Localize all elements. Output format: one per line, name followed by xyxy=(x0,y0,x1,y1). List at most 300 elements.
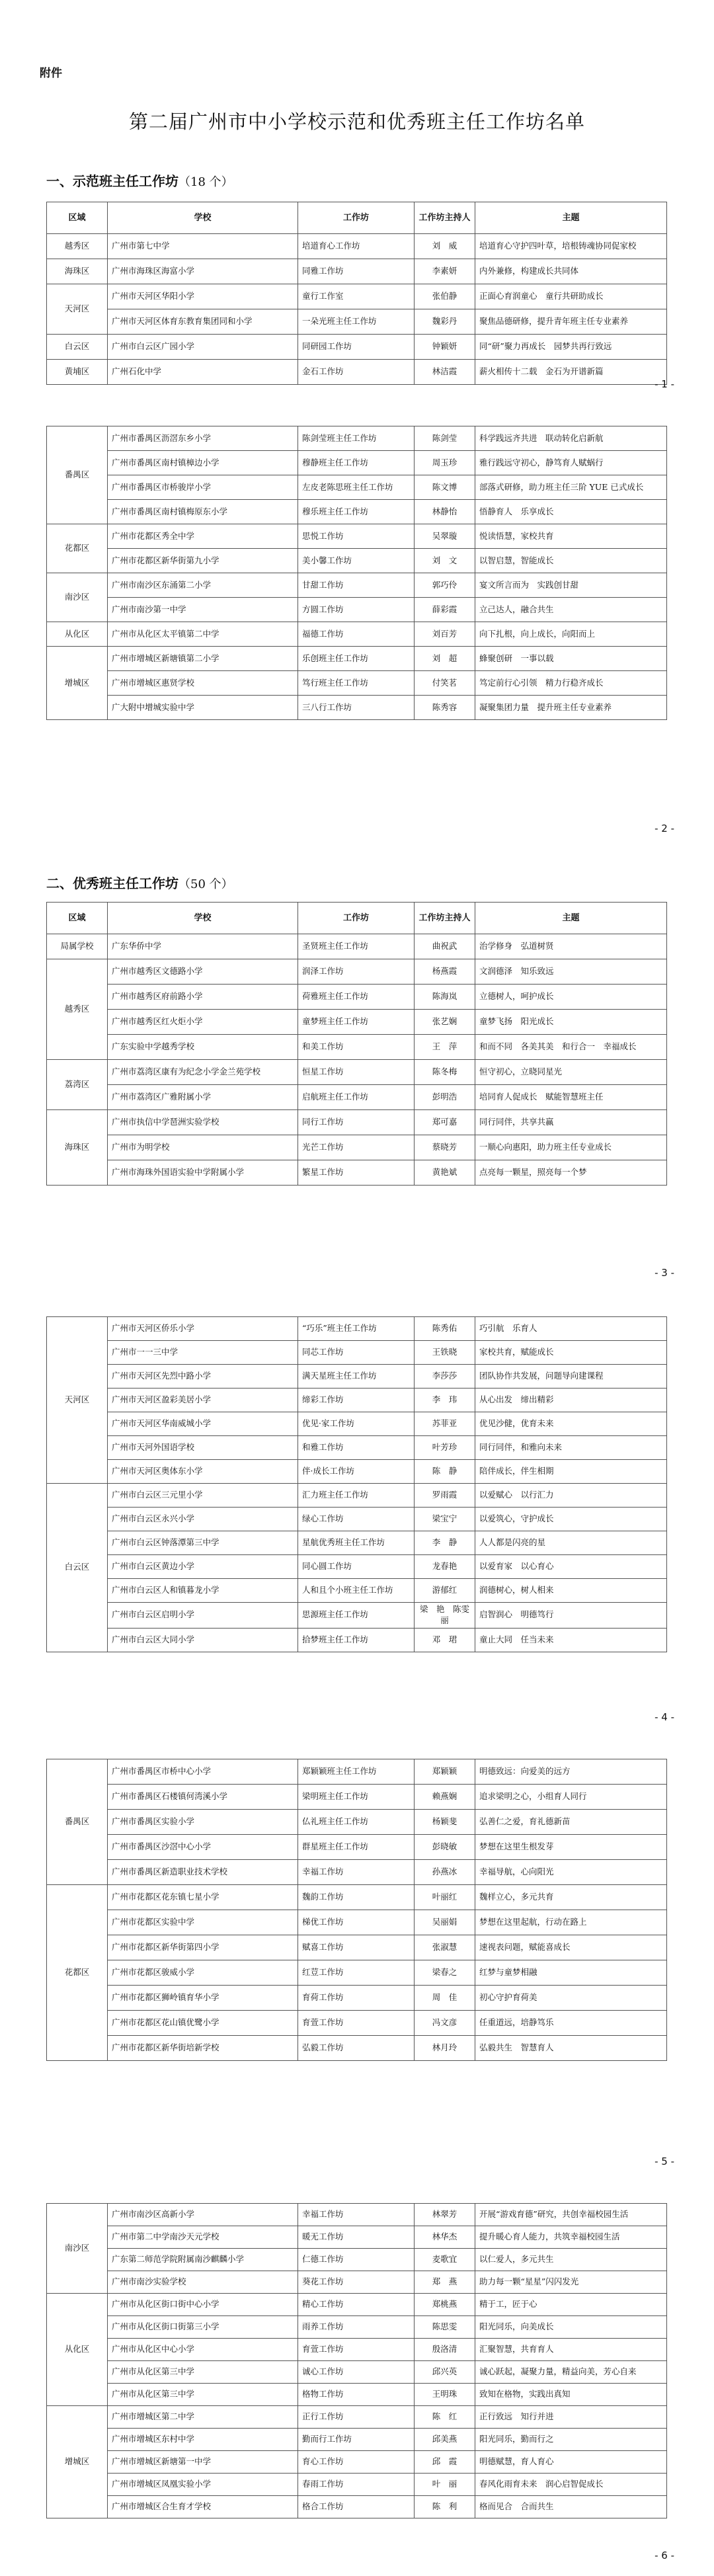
school-cell: 广州市海珠外国语实验中学附属小学 xyxy=(108,1160,298,1186)
workshop-cell: 福德工作坊 xyxy=(298,622,415,647)
workshop-cell: 育萱工作坊 xyxy=(298,2011,415,2036)
area-cell: 南沙区 xyxy=(47,573,108,622)
theme-cell: 精于工，匠于心 xyxy=(475,2294,667,2316)
school-cell: 广州市增城区新塘第一中学 xyxy=(108,2451,298,2474)
workshop-cell: 左皮老陈思班主任工作坊 xyxy=(298,475,415,500)
section-title-excellent xyxy=(46,873,233,892)
school-cell: 广州市番禺区南村镇梅原东小学 xyxy=(108,500,298,524)
host-cell: 叶 丽 xyxy=(415,2474,475,2496)
table-row xyxy=(47,1759,667,1785)
workshop-cell: 同研园工作坊 xyxy=(298,335,415,360)
host-cell: 林静怡 xyxy=(415,500,475,524)
theme-cell: 聚焦品德研修，提升青年班主任专业素养 xyxy=(475,309,667,335)
attachment-label: 附件 xyxy=(40,67,62,80)
theme-cell: 点亮每一颗星，照亮每一个梦 xyxy=(475,1160,667,1186)
host-cell: 张艺娴 xyxy=(415,1010,475,1035)
table-row xyxy=(47,2226,667,2249)
school-cell: 广东第二师范学院附属南沙麒麟小学 xyxy=(108,2249,298,2271)
school-cell: 广州市从化区街口街第三小学 xyxy=(108,2316,298,2339)
school-cell: 广州市花都区秀全中学 xyxy=(108,524,298,549)
school-cell: 广州市天河区华阳小学 xyxy=(108,284,298,309)
table-row xyxy=(47,1010,667,1035)
theme-cell: 部落式研修，助力班主任三阶 YUE 已式成长 xyxy=(475,475,667,500)
host-cell: 林月玲 xyxy=(415,2036,475,2061)
roster-table xyxy=(46,1316,667,1652)
table-row xyxy=(47,309,667,335)
area-cell: 白云区 xyxy=(47,1484,108,1652)
school-cell: 广州市天河区先烈中路小学 xyxy=(108,1365,298,1389)
column-header: 工作坊 xyxy=(298,903,415,934)
table-row xyxy=(47,1341,667,1365)
host-cell: 郑桃燕 xyxy=(415,2294,475,2316)
table-row xyxy=(47,934,667,959)
workshop-cell: 一朵光班主任工作坊 xyxy=(298,309,415,335)
page-1 xyxy=(0,0,714,405)
host-cell: 龙春艳 xyxy=(415,1555,475,1579)
workshop-cell: 育心工作坊 xyxy=(298,2451,415,2474)
theme-cell: 同行同伴，共享共赢 xyxy=(475,1110,667,1135)
table-row xyxy=(47,2271,667,2294)
theme-cell: 同行同伴，和雅向未来 xyxy=(475,1436,667,1460)
area-cell: 从化区 xyxy=(47,622,108,647)
workshop-cell: 同芯工作坊 xyxy=(298,1341,415,1365)
table-row xyxy=(47,2316,667,2339)
workshop-cell: 荷雅班主任工作坊 xyxy=(298,985,415,1010)
theme-cell: 童止大同 任当未来 xyxy=(475,1628,667,1652)
table-row xyxy=(47,2339,667,2361)
theme-cell: 团队协作共发展，问题导向建课程 xyxy=(475,1365,667,1389)
workshop-cell: 梯优工作坊 xyxy=(298,1910,415,1935)
table-row xyxy=(47,451,667,475)
table-row xyxy=(47,1531,667,1555)
school-cell: 广州市天河区体育东教育集团同和小学 xyxy=(108,309,298,335)
school-cell: 广州市天河区侨乐小学 xyxy=(108,1317,298,1341)
theme-cell: 致知在格物，实践出真知 xyxy=(475,2384,667,2406)
school-cell: 广州市白云区广园小学 xyxy=(108,335,298,360)
theme-cell: 任重道远，培静笃乐 xyxy=(475,2011,667,2036)
area-cell: 越秀区 xyxy=(47,959,108,1060)
workshop-cell: 三八行工作坊 xyxy=(298,696,415,720)
table-row xyxy=(47,1785,667,1810)
table-row xyxy=(47,1935,667,1960)
table-row xyxy=(47,1160,667,1186)
theme-cell: 雅行践远守初心，静笃育人赋蜗行 xyxy=(475,451,667,475)
school-cell: 广州市增城区凤凰实验小学 xyxy=(108,2474,298,2496)
host-cell: 张淑慧 xyxy=(415,1935,475,1960)
workshop-cell: 光芒工作坊 xyxy=(298,1135,415,1160)
host-cell: 王铁晓 xyxy=(415,1341,475,1365)
host-cell: 李素妍 xyxy=(415,259,475,284)
school-cell: 广州市为明学校 xyxy=(108,1135,298,1160)
table-row xyxy=(47,1436,667,1460)
theme-cell: 优见沙健，优育未来 xyxy=(475,1412,667,1436)
table-row xyxy=(47,1508,667,1531)
host-cell: 李 静 xyxy=(415,1531,475,1555)
workshop-cell: 穆乐班主任工作坊 xyxy=(298,500,415,524)
theme-cell: 启智润心 明德笃行 xyxy=(475,1603,667,1629)
theme-cell: 阳光同乐，勤而行之 xyxy=(475,2429,667,2451)
school-cell: 广州市白云区永兴小学 xyxy=(108,1508,298,1531)
school-cell: 广州市天河外国语学校 xyxy=(108,1436,298,1460)
school-cell: 广州市白云区三元里小学 xyxy=(108,1484,298,1508)
table-row xyxy=(47,475,667,500)
host-cell: 魏彩丹 xyxy=(415,309,475,335)
workshop-cell: 满天星班主任工作坊 xyxy=(298,1365,415,1389)
school-cell: 广东实验中学越秀学校 xyxy=(108,1035,298,1060)
school-cell: 广州市荔湾区康有为纪念小学金兰苑学校 xyxy=(108,1060,298,1085)
theme-cell: 弘善仁之爱，育礼德新苗 xyxy=(475,1810,667,1835)
table-row xyxy=(47,1810,667,1835)
theme-cell: 宴文所言而为 实践创甘甜 xyxy=(475,573,667,598)
table-row xyxy=(47,1555,667,1579)
table-row xyxy=(47,1412,667,1436)
section-count: （50 个） xyxy=(178,877,233,891)
area-cell: 增城区 xyxy=(47,2406,108,2518)
table-row xyxy=(47,671,667,696)
theme-cell: 梦想在这里起航，行动在路上 xyxy=(475,1910,667,1935)
roster-table xyxy=(46,902,667,1186)
table-row xyxy=(47,2474,667,2496)
column-header: 主题 xyxy=(475,202,667,234)
area-cell: 黄埔区 xyxy=(47,360,108,385)
workshop-cell: 仏礼班主任工作坊 xyxy=(298,1810,415,1835)
page-content xyxy=(40,411,674,849)
host-cell: 杨燕霞 xyxy=(415,959,475,985)
host-cell: 王明珠 xyxy=(415,2384,475,2406)
theme-cell: 追求梁明之心，小组育人同行 xyxy=(475,1785,667,1810)
theme-cell: 以爱赋心 以行汇力 xyxy=(475,1484,667,1508)
school-cell: 广州市番禺区市桥骏岸小学 xyxy=(108,475,298,500)
host-cell: 罗雨霞 xyxy=(415,1484,475,1508)
table-row xyxy=(47,284,667,309)
school-cell: 广州市花都区实验中学 xyxy=(108,1910,298,1935)
theme-cell: 科学践远齐共进 联动转化启新航 xyxy=(475,426,667,451)
table-row xyxy=(47,2204,667,2226)
host-cell: 陈秀容 xyxy=(415,696,475,720)
table-row xyxy=(47,622,667,647)
school-cell: 广州市南沙第一中学 xyxy=(108,598,298,622)
host-cell: 陈 静 xyxy=(415,1460,475,1484)
theme-cell: 内外兼修，构建成长共同体 xyxy=(475,259,667,284)
area-cell: 花都区 xyxy=(47,1885,108,2061)
workshop-cell: 缔彩工作坊 xyxy=(298,1389,415,1412)
workshop-cell: 思悦工作坊 xyxy=(298,524,415,549)
theme-cell: 蜂聚创研 一事以载 xyxy=(475,647,667,671)
theme-cell: 以爱育家 以心育心 xyxy=(475,1555,667,1579)
theme-cell: 培道育心守护四叶草，培根铸魂协同促家校 xyxy=(475,234,667,259)
page-4 xyxy=(0,1300,714,1738)
table-row xyxy=(47,426,667,451)
host-cell: 邱 霞 xyxy=(415,2451,475,2474)
theme-cell: 悟静育人 乐享成长 xyxy=(475,500,667,524)
table-row xyxy=(47,1110,667,1135)
school-cell: 广州市花都区新华街第九小学 xyxy=(108,549,298,573)
school-cell: 广州市番禺区新造职业技术学校 xyxy=(108,1860,298,1885)
roster-table xyxy=(46,2203,667,2518)
school-cell: 广州市天河区奥体东小学 xyxy=(108,1460,298,1484)
host-cell: 麦歌宜 xyxy=(415,2249,475,2271)
workshop-cell: 启航班主任工作坊 xyxy=(298,1085,415,1110)
school-cell: 广州市白云区钟落潭第三中学 xyxy=(108,1531,298,1555)
table-row xyxy=(47,1885,667,1910)
host-cell: 梁宝宁 xyxy=(415,1508,475,1531)
host-cell: 吴丽娟 xyxy=(415,1910,475,1935)
workshop-cell: 勤而行工作坊 xyxy=(298,2429,415,2451)
school-cell: 广州市从化区第三中学 xyxy=(108,2384,298,2406)
school-cell: 广州市增城区东村中学 xyxy=(108,2429,298,2451)
workshop-cell: 红荳工作坊 xyxy=(298,1960,415,1986)
theme-cell: 幸福导航，心向阳光 xyxy=(475,1860,667,1885)
page-3 xyxy=(0,856,714,1293)
area-cell: 增城区 xyxy=(47,647,108,720)
school-cell: 广州市越秀区红火炬小学 xyxy=(108,1010,298,1035)
theme-cell: 明德赋慧，育人育心 xyxy=(475,2451,667,2474)
table-row xyxy=(47,2036,667,2061)
table-row xyxy=(47,2429,667,2451)
theme-cell: 助力每一颗“星星”闪闪发光 xyxy=(475,2271,667,2294)
table-header-row xyxy=(47,903,667,934)
page-number: - 3 - xyxy=(654,1267,674,1279)
theme-cell: 梦想在这里生根发芽 xyxy=(475,1835,667,1860)
section-count: （18 个） xyxy=(178,175,233,189)
workshop-cell: 葵花工作坊 xyxy=(298,2271,415,2294)
theme-cell: 立德树人，呵护成长 xyxy=(475,985,667,1010)
area-cell: 局属学校 xyxy=(47,934,108,959)
school-cell: 广州市第二中学南沙天元学校 xyxy=(108,2226,298,2249)
theme-cell: 正面心育润童心 童行共研助成长 xyxy=(475,284,667,309)
theme-cell: 春风化雨育未来 润心启智促成长 xyxy=(475,2474,667,2496)
table-row xyxy=(47,524,667,549)
host-cell: 游郁红 xyxy=(415,1579,475,1603)
table-row xyxy=(47,500,667,524)
table-row xyxy=(47,2496,667,2518)
workshop-cell: 恒星工作坊 xyxy=(298,1060,415,1085)
workshop-cell: 暖无工作坊 xyxy=(298,2226,415,2249)
school-cell: 广州市花都区花东镇七星小学 xyxy=(108,1885,298,1910)
workshop-cell: 培道育心工作坊 xyxy=(298,234,415,259)
table-row xyxy=(47,259,667,284)
workshop-cell: 同心圆工作坊 xyxy=(298,1555,415,1579)
workshop-cell: 梁明班主任工作坊 xyxy=(298,1785,415,1810)
theme-cell: 同“研”聚力再成长 园梦共再行致远 xyxy=(475,335,667,360)
school-cell: 广州市增城区第二中学 xyxy=(108,2406,298,2429)
theme-cell: 格而见合 合而共生 xyxy=(475,2496,667,2518)
host-cell: 陈冬梅 xyxy=(415,1060,475,1085)
school-cell: 广州市从化区第三中学 xyxy=(108,2361,298,2384)
workshop-cell: 格物工作坊 xyxy=(298,2384,415,2406)
school-cell: 广州市从化区街口街中心小学 xyxy=(108,2294,298,2316)
school-cell: 广州市南沙区东涌第二小学 xyxy=(108,573,298,598)
workshop-cell: 赋喜工作坊 xyxy=(298,1935,415,1960)
workshop-cell: 汇力班主任工作坊 xyxy=(298,1484,415,1508)
host-cell: 梁 艳 陈雯丽 xyxy=(415,1603,475,1629)
table-header-row xyxy=(47,202,667,234)
workshop-cell: 穆静班主任工作坊 xyxy=(298,451,415,475)
document-title: 第二届广州市中小学校示范和优秀班主任工作坊名单 xyxy=(128,110,585,133)
theme-cell: 速视表问题，赋能喜成长 xyxy=(475,1935,667,1960)
theme-cell: 以仁爱人，多元共生 xyxy=(475,2249,667,2271)
school-cell: 广州石化中学 xyxy=(108,360,298,385)
host-cell: 林洁霞 xyxy=(415,360,475,385)
host-cell: 赖燕娴 xyxy=(415,1785,475,1810)
workshop-cell: 思源班主任工作坊 xyxy=(298,1603,415,1629)
workshop-cell: 同行工作坊 xyxy=(298,1110,415,1135)
column-header: 学校 xyxy=(108,903,298,934)
host-cell: 郭巧伶 xyxy=(415,573,475,598)
theme-cell: 家校共育，赋能成长 xyxy=(475,1341,667,1365)
school-cell: 广州市天河区华南威城小学 xyxy=(108,1412,298,1436)
section-title-text: 二、优秀班主任工作坊 xyxy=(46,875,178,891)
school-cell: 广州市白云区启明小学 xyxy=(108,1603,298,1629)
host-cell: 叶芳珍 xyxy=(415,1436,475,1460)
theme-cell: 童梦飞扬 阳光成长 xyxy=(475,1010,667,1035)
theme-cell: 以爱筑心，守护成长 xyxy=(475,1508,667,1531)
page-content xyxy=(40,856,674,1293)
school-cell: 广州市从化区中心小学 xyxy=(108,2339,298,2361)
host-cell: 郑 燕 xyxy=(415,2271,475,2294)
area-cell: 海珠区 xyxy=(47,1110,108,1186)
host-cell: 李莎莎 xyxy=(415,1365,475,1389)
host-cell: 陈 利 xyxy=(415,2496,475,2518)
table-row xyxy=(47,335,667,360)
host-cell: 冯文彦 xyxy=(415,2011,475,2036)
theme-cell: 红梦与童梦相融 xyxy=(475,1960,667,1986)
theme-cell: 从心出发 缔出精彩 xyxy=(475,1389,667,1412)
column-header: 工作坊主持人 xyxy=(415,903,475,934)
school-cell: 广州市从化区太平镇第二中学 xyxy=(108,622,298,647)
workshop-cell: “巧乐”班主任工作坊 xyxy=(298,1317,415,1341)
school-cell: 广州市增城区惠贤学校 xyxy=(108,671,298,696)
area-cell: 白云区 xyxy=(47,335,108,360)
host-cell: 梁春之 xyxy=(415,1960,475,1986)
workshop-cell: 童梦班主任工作坊 xyxy=(298,1010,415,1035)
school-cell: 广州市番禺区石楼镇何湾溪小学 xyxy=(108,1785,298,1810)
table-row xyxy=(47,549,667,573)
theme-cell: 和而不同 各美其美 和行合一 幸福成长 xyxy=(475,1035,667,1060)
page-2 xyxy=(0,411,714,849)
table-row xyxy=(47,1603,667,1629)
host-cell: 郑颖颖 xyxy=(415,1759,475,1785)
host-cell: 彭晓敏 xyxy=(415,1835,475,1860)
school-cell: 广州市白云区人和镇暮龙小学 xyxy=(108,1579,298,1603)
theme-cell: 正行致远 知行并进 xyxy=(475,2406,667,2429)
host-cell: 叶丽红 xyxy=(415,1885,475,1910)
theme-cell: 开展“游戏育德”研究，共创幸福校园生活 xyxy=(475,2204,667,2226)
host-cell: 彭明浩 xyxy=(415,1085,475,1110)
table-row xyxy=(47,1460,667,1484)
school-cell: 广州市南沙实验学校 xyxy=(108,2271,298,2294)
theme-cell: 向下扎根，向上成长，向阳而上 xyxy=(475,622,667,647)
school-cell: 广州市第七中学 xyxy=(108,234,298,259)
workshop-cell: 格合工作坊 xyxy=(298,2496,415,2518)
workshop-cell: 育荷工作坊 xyxy=(298,1986,415,2011)
workshop-cell: 甘甜工作坊 xyxy=(298,573,415,598)
school-cell: 广州市番禺区实验小学 xyxy=(108,1810,298,1835)
area-cell: 南沙区 xyxy=(47,2204,108,2294)
theme-cell: 培同育人促成长 赋能智慧班主任 xyxy=(475,1085,667,1110)
theme-cell: 薪火相传十二载 金石为开谱新篇 xyxy=(475,360,667,385)
host-cell: 周 佳 xyxy=(415,1986,475,2011)
theme-cell: 汇聚智慧，共育育人 xyxy=(475,2339,667,2361)
host-cell: 钟颖妍 xyxy=(415,335,475,360)
page-number: - 6 - xyxy=(654,2550,674,2561)
theme-cell: 巧引航 乐育人 xyxy=(475,1317,667,1341)
table-row xyxy=(47,1484,667,1508)
roster-table xyxy=(46,426,667,720)
host-cell: 曲祝武 xyxy=(415,934,475,959)
column-header: 工作坊 xyxy=(298,202,415,234)
host-cell: 薛彩霞 xyxy=(415,598,475,622)
host-cell: 陈 红 xyxy=(415,2406,475,2429)
workshop-cell: 金石工作坊 xyxy=(298,360,415,385)
page-5 xyxy=(0,1744,714,2182)
theme-cell: 人人都是闪亮的星 xyxy=(475,1531,667,1555)
host-cell: 殷洛清 xyxy=(415,2339,475,2361)
workshop-cell: 润泽工作坊 xyxy=(298,959,415,985)
table-row xyxy=(47,1085,667,1110)
school-cell: 广州市荔湾区广雅附属小学 xyxy=(108,1085,298,1110)
workshop-cell: 伴·成长工作坊 xyxy=(298,1460,415,1484)
area-cell: 番禺区 xyxy=(47,426,108,524)
school-cell: 广州市天河区盈彩美居小学 xyxy=(108,1389,298,1412)
host-cell: 邓 珺 xyxy=(415,1628,475,1652)
column-header: 学校 xyxy=(108,202,298,234)
workshop-cell: 同雅工作坊 xyxy=(298,259,415,284)
host-cell: 刘 超 xyxy=(415,647,475,671)
table-row xyxy=(47,1579,667,1603)
host-cell: 王 萍 xyxy=(415,1035,475,1060)
workshop-cell: 绿心工作坊 xyxy=(298,1508,415,1531)
section-title-demo xyxy=(46,171,233,190)
host-cell: 苏菲亚 xyxy=(415,1412,475,1436)
workshop-cell: 陈剑莹班主任工作坊 xyxy=(298,426,415,451)
page-content xyxy=(40,1300,674,1738)
host-cell: 张伯静 xyxy=(415,284,475,309)
host-cell: 刘 威 xyxy=(415,234,475,259)
workshop-cell: 弘毅工作坊 xyxy=(298,2036,415,2061)
page-number: - 2 - xyxy=(654,823,674,834)
host-cell: 陈剑莹 xyxy=(415,426,475,451)
column-header: 区域 xyxy=(47,903,108,934)
workshop-cell: 乐创班主任工作坊 xyxy=(298,647,415,671)
workshop-cell: 笃行班主任工作坊 xyxy=(298,671,415,696)
area-cell: 天河区 xyxy=(47,1317,108,1484)
school-cell: 广州市番禺区市桥中心小学 xyxy=(108,1759,298,1785)
theme-cell: 凝聚集团力量 提升班主任专业素养 xyxy=(475,696,667,720)
table-row xyxy=(47,1910,667,1935)
theme-cell: 文润德泽 知乐致远 xyxy=(475,959,667,985)
school-cell: 广州市越秀区府前路小学 xyxy=(108,985,298,1010)
theme-cell: 阳光同乐，向美成长 xyxy=(475,2316,667,2339)
theme-cell: 诚心跃起，凝聚力量，精益向美，芳心自来 xyxy=(475,2361,667,2384)
school-cell: 广州市花都区新华街第四小学 xyxy=(108,1935,298,1960)
host-cell: 林华杰 xyxy=(415,2226,475,2249)
school-cell: 广州市南沙区高新小学 xyxy=(108,2204,298,2226)
page-6 xyxy=(0,2189,714,2576)
table-row xyxy=(47,1960,667,1986)
workshop-cell: 和美工作坊 xyxy=(298,1035,415,1060)
theme-cell: 初心守护育荷美 xyxy=(475,1986,667,2011)
table-row xyxy=(47,2361,667,2384)
workshop-cell: 育萱工作坊 xyxy=(298,2339,415,2361)
table-row xyxy=(47,2294,667,2316)
workshop-cell: 拾梦班主任工作坊 xyxy=(298,1628,415,1652)
school-cell: 广东华侨中学 xyxy=(108,934,298,959)
theme-cell: 治学修身 弘道树贤 xyxy=(475,934,667,959)
school-cell: 广州市一一三中学 xyxy=(108,1341,298,1365)
host-cell: 吴翠璇 xyxy=(415,524,475,549)
area-cell: 荔湾区 xyxy=(47,1060,108,1110)
